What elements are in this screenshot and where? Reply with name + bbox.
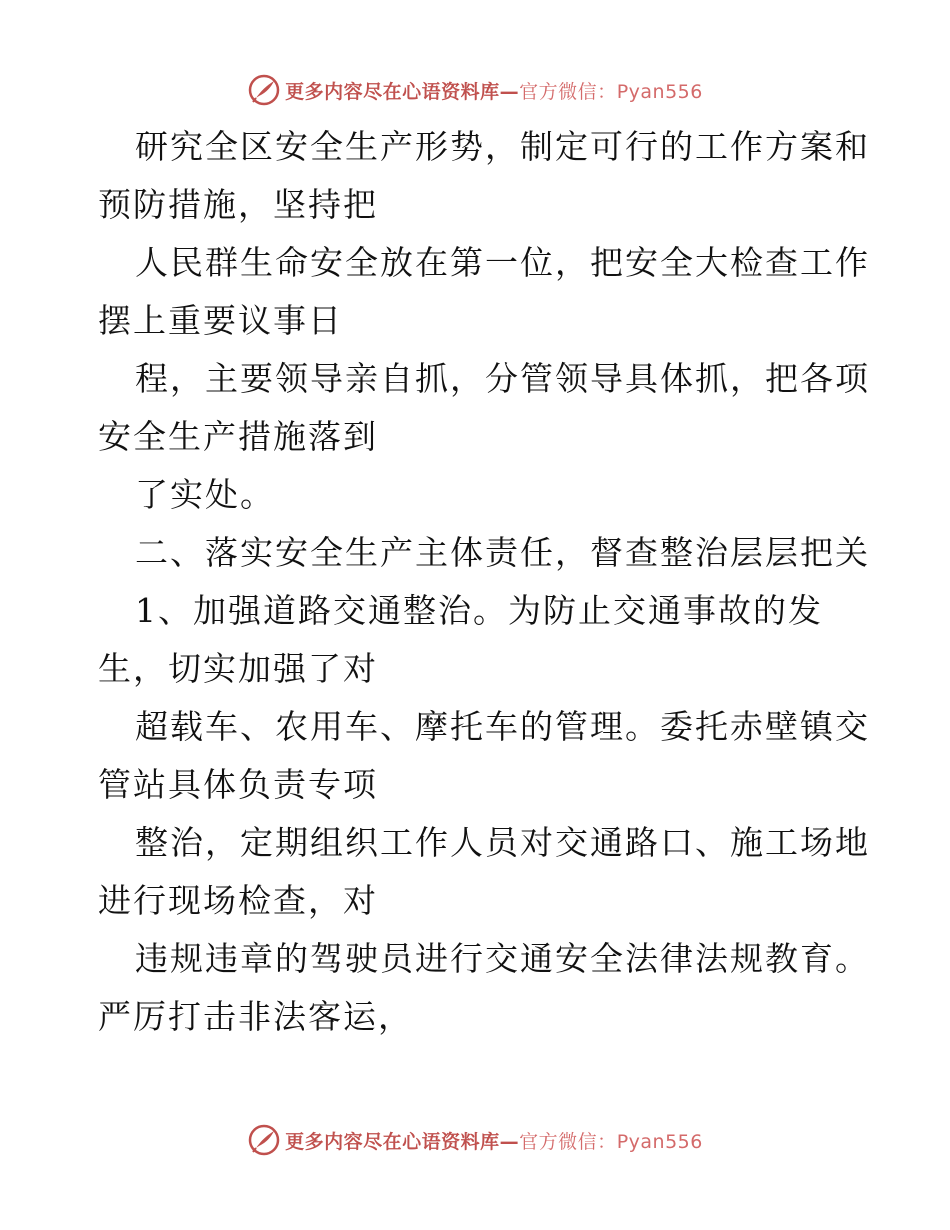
section-heading: 二、落实安全生产主体责任，督查整治层层把关 xyxy=(135,533,870,572)
text-line: 进行现场检查，对 xyxy=(98,881,378,920)
text-line: 整治，定期组织工作人员对交通路口、施工场地 xyxy=(135,823,870,862)
banner-wechat-label: 官方微信： xyxy=(519,80,617,103)
banner-wechat-id: Pyan556 xyxy=(616,1130,703,1153)
text-line: 安全生产措施落到 xyxy=(98,417,378,456)
text-line: 严厉打击非法客运， xyxy=(98,997,413,1036)
banner-wechat-id: Pyan556 xyxy=(616,80,703,103)
document-body xyxy=(98,118,870,1046)
text-line: 违规违章的驾驶员进行交通安全法律法规教育。 xyxy=(135,939,870,978)
header-banner xyxy=(0,70,950,110)
text-line: 1、加强道路交通整治。为防止交通事故的发 xyxy=(135,591,823,630)
banner-wechat-label: 官方微信： xyxy=(519,1130,617,1153)
text-line: 生，切实加强了对 xyxy=(98,649,378,688)
text-line: 管站具体负责专项 xyxy=(98,765,378,804)
text-line: 研究全区安全生产形势，制定可行的工作方案和 xyxy=(135,127,870,166)
banner-main-text: 更多内容尽在心语资料库— xyxy=(285,1130,520,1153)
text-line: 超载车、农用车、摩托车的管理。委托赤壁镇交 xyxy=(135,707,870,746)
text-line: 人民群生命安全放在第一位，把安全大检查工作 xyxy=(135,243,870,282)
banner-text xyxy=(285,1127,703,1154)
banner-text xyxy=(285,77,703,104)
text-line: 摆上重要议事日 xyxy=(98,301,343,340)
text-line: 预防措施，坚持把 xyxy=(98,185,378,224)
text-line: 了实处。 xyxy=(135,475,275,514)
banner-main-text: 更多内容尽在心语资料库— xyxy=(285,80,520,103)
footer-banner xyxy=(0,1120,950,1160)
feather-logo-icon xyxy=(247,1123,281,1157)
text-line: 程，主要领导亲自抓，分管领导具体抓，把各项 xyxy=(135,359,870,398)
feather-logo-icon xyxy=(247,73,281,107)
